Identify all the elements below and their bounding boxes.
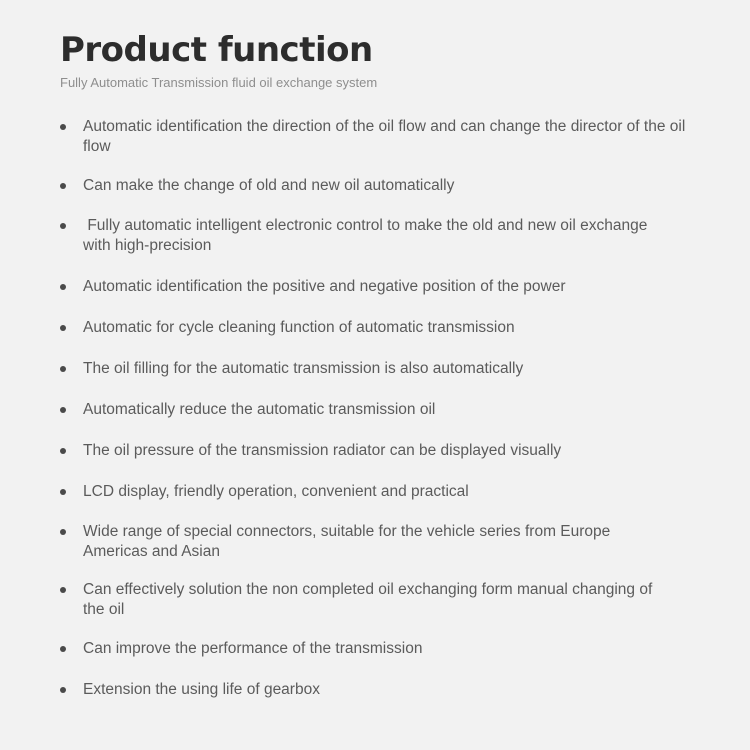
bullet-icon — [60, 284, 66, 290]
feature-text: Automatic identification the direction of the oil flow and can change the director of the oil flow — [83, 118, 686, 155]
bullet-icon — [60, 687, 66, 693]
feature-text: Wide range of special connectors, suitable for the vehicle series from Europe Americas and Asian — [83, 523, 611, 560]
bullet-icon — [60, 646, 66, 652]
feature-text: Extension the using life of gearbox — [83, 681, 320, 698]
feature-item — [60, 441, 700, 461]
feature-item — [60, 277, 700, 297]
feature-text: Automatic identification the positive and negative position of the power — [83, 278, 566, 295]
feature-item — [60, 117, 700, 157]
bullet-icon — [60, 124, 66, 130]
feature-text: LCD display, friendly operation, convenient and practical — [83, 483, 469, 500]
bullet-icon — [60, 183, 66, 189]
feature-item — [60, 580, 700, 620]
feature-item — [60, 176, 700, 196]
feature-item — [60, 216, 700, 256]
bullet-icon — [60, 529, 66, 535]
feature-text: The oil filling for the automatic transmission is also automatically — [83, 360, 524, 377]
page-subtitle: Fully Automatic Transmission fluid oil exchange system — [60, 75, 378, 90]
feature-text: Can improve the performance of the transmission — [83, 640, 423, 657]
feature-item — [60, 400, 700, 420]
feature-item — [60, 639, 700, 659]
feature-item — [60, 359, 700, 379]
page-title: Product function — [60, 30, 373, 70]
bullet-icon — [60, 366, 66, 372]
feature-text: The oil pressure of the transmission radiator can be displayed visually — [83, 442, 562, 459]
feature-item — [60, 522, 700, 562]
feature-item — [60, 318, 700, 338]
bullet-icon — [60, 407, 66, 413]
feature-text: Automatically reduce the automatic transmission oil — [83, 401, 436, 418]
bullet-icon — [60, 325, 66, 331]
feature-item — [60, 680, 700, 700]
bullet-icon — [60, 489, 66, 495]
feature-item — [60, 482, 700, 502]
bullet-icon — [60, 448, 66, 454]
feature-text: Can effectively solution the non completed oil exchanging form manual changing of the oil — [83, 581, 653, 618]
bullet-icon — [60, 587, 66, 593]
feature-text: Automatic for cycle cleaning function of automatic transmission — [83, 319, 515, 336]
bullet-icon — [60, 223, 66, 229]
feature-text: Can make the change of old and new oil automatically — [83, 177, 455, 194]
feature-text: Fully automatic intelligent electronic control to make the old and new oil exchange with high-precision — [83, 217, 652, 254]
